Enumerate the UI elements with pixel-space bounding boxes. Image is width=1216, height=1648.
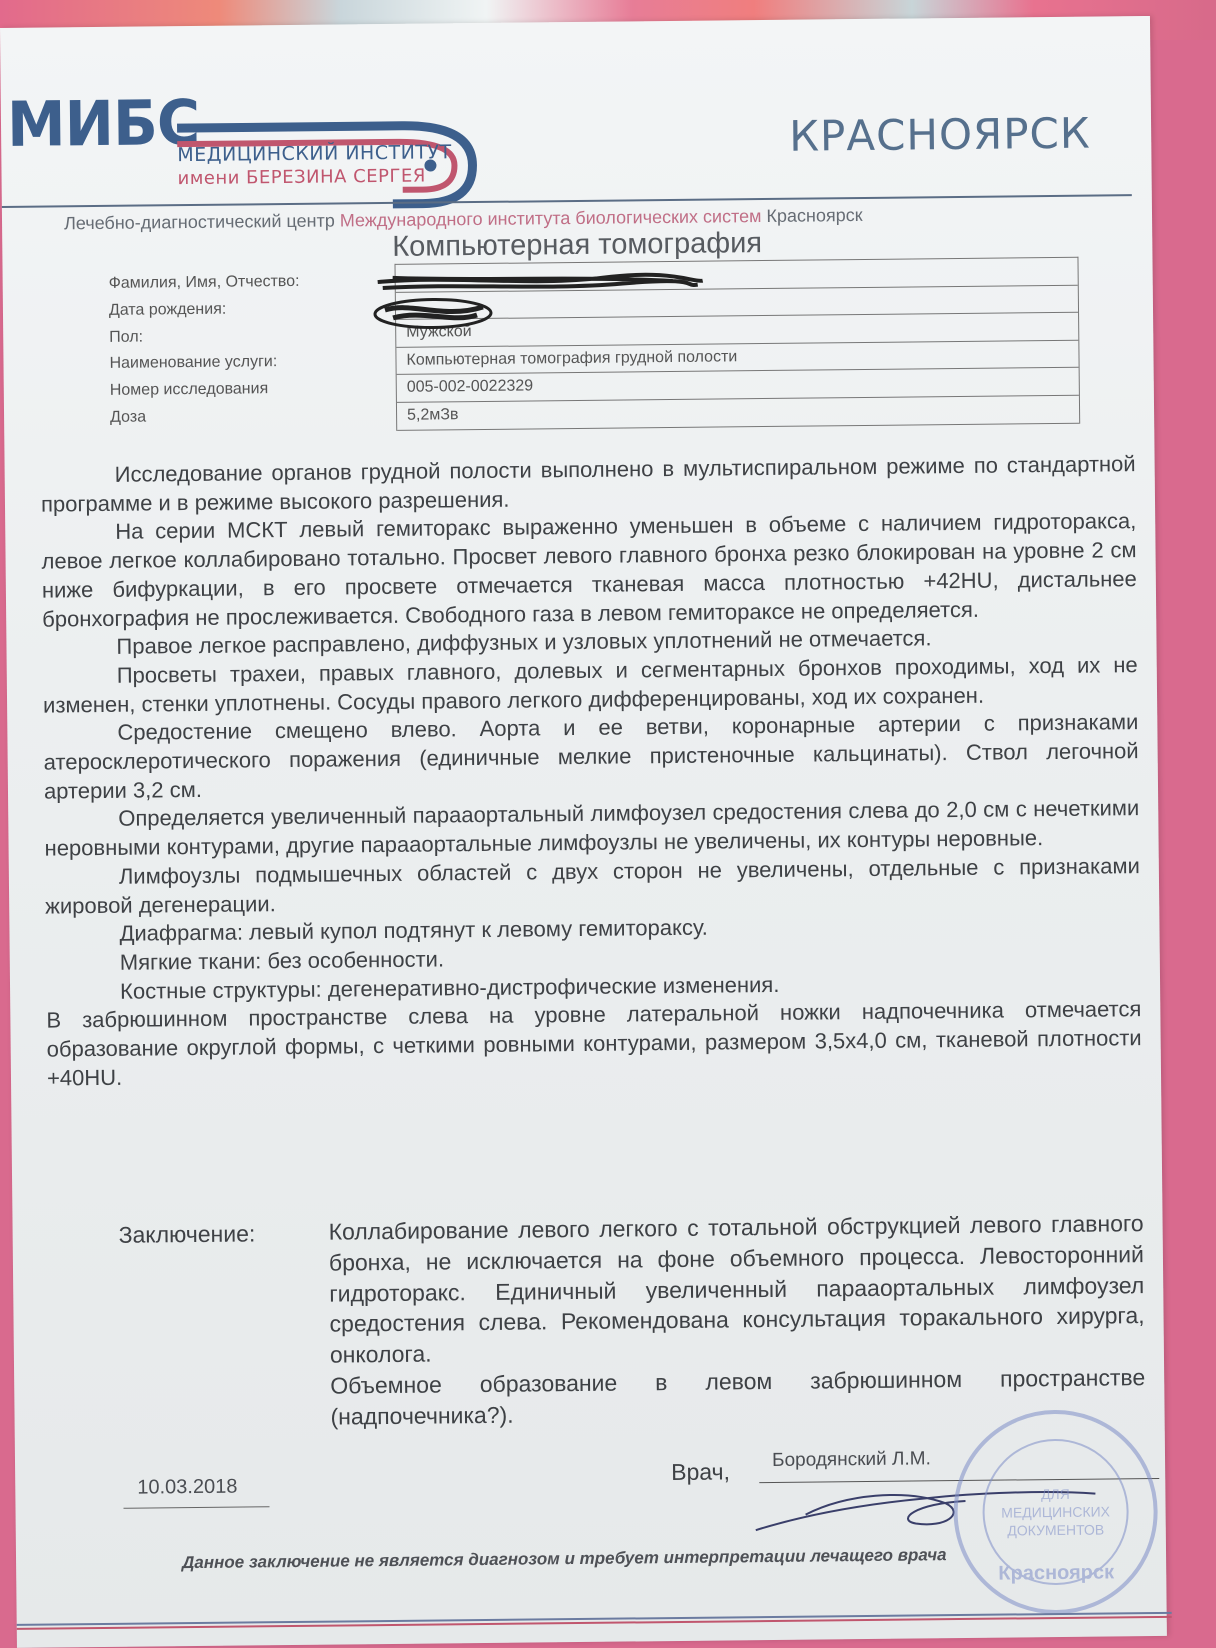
document-page (0, 16, 1167, 1648)
date-underline (124, 1506, 270, 1509)
value-sex: Мужской (396, 313, 1078, 348)
city-name: КРАСНОЯРСК (788, 108, 1091, 161)
label-full-name: Фамилия, Имя, Отчество: (108, 272, 300, 292)
conclusion-label: Заключение: (118, 1220, 256, 1248)
findings-paragraph: Правое легкое расправлено, диффузных и узловых уплотнений не отмечается. (116, 625, 932, 660)
value-dose: 5,2мЗв (397, 396, 1079, 431)
findings-paragraph: Исследование органов грудной полости выполнено в мультиспиральном режиме по стандартной программе и в режиме высокого разрешения. (40, 451, 1136, 517)
findings-paragraph: Определяется увеличенный парааортальный лимфоузел средостения слева до 2,0 см с нечеткими неровными контурами, другие парааортальные лимфоузлы не увеличены, их контуры неровные. (44, 795, 1140, 861)
stamp-line-1: ДЛЯ (1040, 1485, 1070, 1503)
doctor-label: Врач, (671, 1458, 731, 1486)
label-service: Наименование услуги: (109, 353, 278, 373)
logo-abbreviation: МИБС (6, 85, 200, 161)
conclusion-paragraph: Объемное образование в левом забрюшинном пространстве (надпочечника?). (330, 1364, 1146, 1430)
conclusion-text (328, 1208, 1145, 1432)
conclusion-paragraph: Коллабирование левого легкого с тотальной обструкцией левого главного бронха, не исключается на фоне объемного процесса. Левосторонний гидроторакс. Единичный увеличенный парааортальных лимфоузел средостения слева. Рекомендована консультация торакального хирурга, онколога. (328, 1210, 1145, 1368)
logo-institute-namesake: имени БЕРЕЗИНА СЕРГЕЯ (177, 165, 426, 190)
label-dose: Доза (109, 408, 147, 426)
stamp-line-2: МЕДИЦИНСКИХ (1001, 1503, 1111, 1521)
value-service: Компьютерная томография грудной полости (396, 341, 1078, 376)
value-study-number: 005-002-0022329 (397, 368, 1079, 403)
findings-paragraph: Костные структуры: дегенеративно-дистрофические изменения. (119, 971, 780, 1004)
findings-text (41, 450, 1143, 1093)
document-title: Компьютерная томография (392, 227, 763, 263)
round-stamp (945, 1406, 1167, 1618)
report-date: 10.03.2018 (137, 1475, 238, 1499)
findings-paragraph: Лимфоузлы подмышечных областей с двух сторон не увеличены, отдельные с признаками жировой дегенерации. (45, 852, 1140, 919)
label-study-number: Номер исследования (109, 380, 269, 400)
header-divider (2, 194, 1132, 208)
doctor-name: Бородянский Л.М. (771, 1448, 931, 1471)
logo-institute-name: МЕДИЦИНСКИЙ ИНСТИТУТ (177, 141, 452, 167)
findings-paragraph: На серии МСКТ левый гемиторакс выраженно уменьшен в объеме с наличием гидроторакса, левое легкое коллабировано тотально. Просвет левого главного бронха резко блокирован на уровне 2 см ниже бифуркации, в его просвете отмечается тканевая масса плотностью +42HU, дистальнее бронхография не прослеживается. Свободного газа в левом гемитораксе не определяется. (41, 508, 1137, 632)
findings-paragraph: Диафрагма: левый купол подтянут к левому гемитораксу. (119, 914, 708, 947)
subtitle-highlight: Международного института биологических систем (339, 206, 762, 231)
label-sex: Пол: (109, 328, 144, 346)
disclaimer: Данное заключение не является диагнозом и требует интерпретации лечащего врача (181, 1545, 947, 1573)
redaction-scribble (373, 271, 714, 335)
subtitle-prefix: Лечебно-диагностический центр (63, 210, 340, 234)
findings-paragraph: Просветы трахеи, правых главного, долевых и сегментарных бронхов проходимы, ход их не изменен, стенки уплотнены. Сосуды правого легкого дифференцированы, ход их сохранен. (42, 652, 1138, 718)
findings-paragraph: В забрюшинном пространстве слева на уровне латеральной ножки надпочечника отмечается образование округлой формы, с четкими ровными контурами, размером 3,5х4,0 см, тканевой плотности +40HU. (46, 996, 1142, 1091)
findings-paragraph: Мягкие ткани: без особенности. (119, 946, 445, 975)
stamp-city: Красноярск (998, 1561, 1115, 1585)
subtitle-suffix: Красноярск (761, 204, 863, 227)
form-labels (109, 269, 302, 432)
stamp-line-3: ДОКУМЕНТОВ (1007, 1521, 1105, 1539)
findings-paragraph: Средостение смещено влево. Аорта и ее ветви, коронарные артерии с признаками атеросклеротического поражения (единичные мелкие пристеночные кальцинаты). Ствол легочной артерии 3,2 см. (43, 709, 1139, 804)
label-birth-date: Дата рождения: (108, 300, 227, 319)
